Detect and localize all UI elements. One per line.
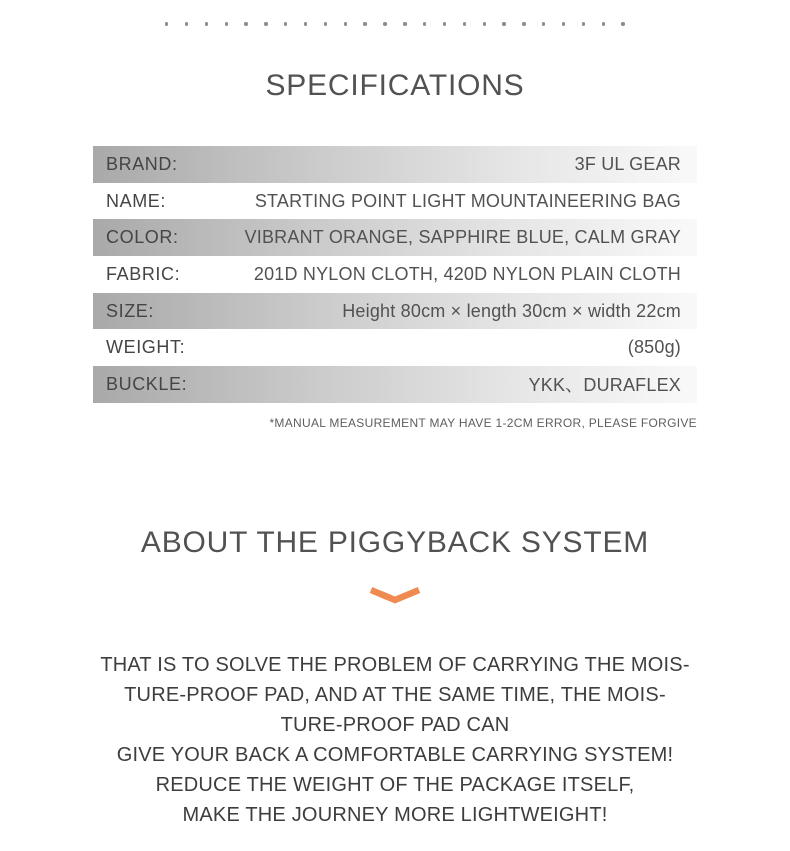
table-row-name [93, 183, 697, 220]
description-line: TURE-PROOF PAD, AND AT THE SAME TIME, THE MOIS- [124, 683, 666, 706]
table-row-color [93, 219, 697, 256]
row-label: BUCKLE: [106, 373, 188, 394]
description-line: THAT IS TO SOLVE THE PROBLEM OF CARRYING THE MOIS- [100, 653, 690, 676]
description-line: GIVE YOUR BACK A COMFORTABLE CARRYING SYSTEM! [116, 743, 674, 766]
row-value: VIBRANT ORANGE, SAPPHIRE BLUE, CALM GRAY [244, 227, 681, 248]
chevron-down-icon [367, 585, 423, 605]
dots-divider [165, 21, 625, 27]
row-value: Height 80cm × length 30cm × width 22cm [342, 300, 681, 321]
row-label: BRAND: [106, 153, 178, 174]
row-value: (850g) [627, 337, 681, 358]
row-value: STARTING POINT LIGHT MOUNTAINEERING BAG [254, 190, 681, 211]
row-label: COLOR: [106, 227, 179, 248]
table-row-size [93, 293, 697, 330]
specifications-title: SPECIFICATIONS [265, 69, 525, 102]
measurement-disclaimer: *MANUAL MEASUREMENT MAY HAVE 1-2CM ERROR, PLEASE FORGIVE [269, 415, 697, 430]
row-label: NAME: [106, 190, 167, 211]
piggyback-description [65, 650, 725, 830]
description-line: TURE-PROOF PAD CAN [280, 713, 510, 736]
row-label: FABRIC: [106, 263, 181, 284]
piggyback-title: ABOUT THE PIGGYBACK SYSTEM [140, 525, 650, 559]
row-label: WEIGHT: [106, 337, 186, 358]
section-divider-chevron [0, 585, 790, 605]
table-row-buckle [93, 366, 697, 403]
row-value: YKK、DURAFLEX [528, 375, 681, 396]
table-row-fabric [93, 256, 697, 293]
table-row-weight [93, 329, 697, 366]
row-value: 3F UL GEAR [574, 153, 681, 174]
table-row-brand [93, 146, 697, 183]
row-value: 201D NYLON CLOTH, 420D NYLON PLAIN CLOTH [253, 263, 681, 284]
description-line: REDUCE THE WEIGHT OF THE PACKAGE ITSELF, [155, 773, 635, 796]
description-line: MAKE THE JOURNEY MORE LIGHTWEIGHT! [182, 803, 608, 826]
specifications-table [93, 146, 697, 403]
row-label: SIZE: [106, 300, 155, 321]
